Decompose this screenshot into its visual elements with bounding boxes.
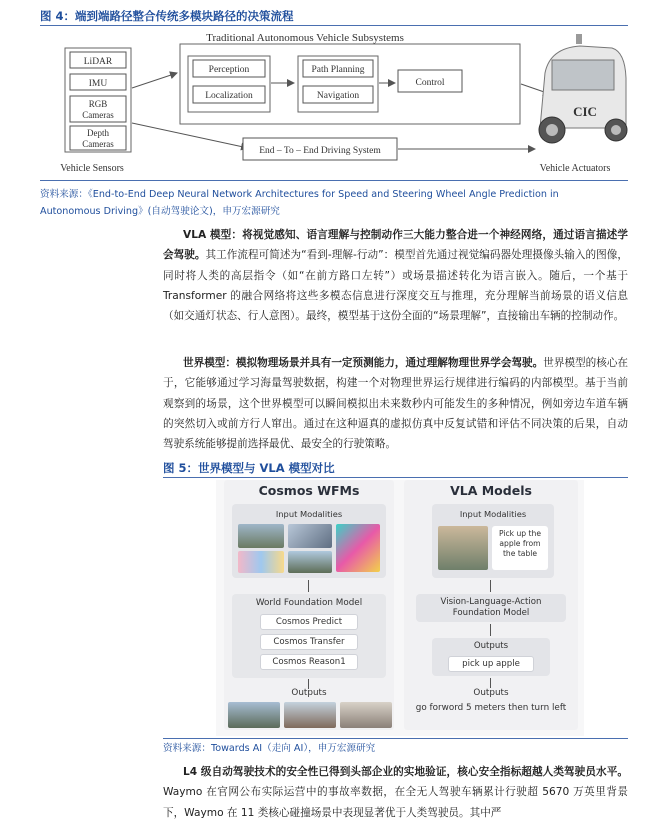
car-label: CIC	[573, 104, 597, 119]
figure5-source: 资料来源：Towards AI（走向 AI），申万宏源研究	[163, 743, 376, 754]
figure5-image	[216, 480, 584, 736]
vla-model-card	[416, 594, 566, 622]
figure4-bottom-rule	[40, 180, 628, 181]
vla-input-label: Input Modalities	[459, 509, 527, 519]
paragraph-vla-lead: VLA 模型：将视觉感知、语言理解与控制动作三大能力整合进一个神经网络，通过语言描述学会驾驶。	[163, 229, 628, 262]
vla-model-label: Vision-Language-Action Foundation Model	[440, 597, 542, 618]
cosmos-output-photo-3	[340, 702, 392, 728]
path-planning-label: Path Planning	[311, 65, 365, 75]
sensor-lidar: LiDAR	[83, 57, 113, 67]
control-label: Control	[415, 78, 445, 88]
vla-arrow-2	[490, 624, 491, 636]
cosmos-input-segmap	[336, 524, 380, 572]
cosmos-input-label: Input Modalities	[275, 509, 343, 519]
figure4-title: 图 4：端到端路径整合传统多模块路径的决策流程	[40, 9, 294, 23]
paragraph-world-body: 世界模型的核心在于，它能够通过学习海量驾驶数据，构建一个对物理世界运行规律进行编码的内部模型。基于当前观察到的场景，这个世界模型可以瞬间模拟出未来数秒内可能发生的多种情况，例如旁边车道车辆的突然切入或前方行人窜出。通过在这种逼真的虚拟仿真中反复试错和评估不同决策的后果，自动驾驶系统能够提前选择最优、最安全的行驶策略。	[163, 357, 629, 451]
sensors-label: Vehicle Sensors	[60, 163, 124, 174]
vla-panel	[404, 480, 578, 730]
cosmos-input-card	[232, 504, 386, 578]
cosmos-transfer: Cosmos Transfer	[260, 634, 358, 650]
cosmos-output-photo-2	[284, 702, 336, 728]
paragraph-vla-body: 其工作流程可简述为“看到-理解-行动”：模型首先通过视觉编码器处理摄像头输入的图像，同时将人类的高层指令（如“在前方路口左转”）或场景描述转化为语言嵌入。随后，一个基于 Transformer 的融合网络将这些多模态信息进行深度交互与推理，充分理解当前场景的语义信息（如交通灯状态、行人意图）。最终，模型基于这份全面的“场景理解”，直接输出车辆的控制动作。	[163, 249, 629, 323]
figure4-diagram	[40, 28, 628, 178]
cosmos-model-card	[232, 594, 386, 678]
cosmos-arrow-1	[308, 580, 309, 592]
cosmos-title: Cosmos WFMs	[258, 483, 360, 498]
cosmos-input-photo-scene	[288, 551, 332, 573]
cosmos-input-photo-street	[288, 524, 332, 548]
figure4-source-line1: 资料来源：《End-to-End Deep Neural Network Architectures for Speed and Steering Wheel Angle Prediction in	[40, 189, 559, 200]
localization-label: Localization	[205, 91, 253, 101]
e2e-label: End – To – End Driving System	[259, 146, 381, 156]
vla-output-text: go forword 5 meters then turn left	[415, 703, 567, 713]
vla-input-text: Pick up the apple from the table	[492, 526, 548, 570]
navigation-label: Navigation	[316, 91, 360, 101]
sensor-depth-l1: Depth	[87, 128, 109, 138]
figure4-source	[40, 186, 630, 220]
actuators-label: Vehicle Actuators	[539, 163, 611, 174]
sensor-imu: IMU	[88, 79, 108, 89]
paragraph-vla	[163, 225, 628, 326]
figure5-title-rule	[163, 477, 628, 478]
cosmos-reason1: Cosmos Reason1	[260, 654, 358, 670]
cosmos-model-label: World Foundation Model	[255, 598, 363, 608]
figure4-source-line2: Autonomous Driving》(自动驾驶论文)，申万宏源研究	[40, 206, 280, 217]
sensor-rgb-l2: Cameras	[82, 110, 114, 120]
vla-input-photo-room	[438, 526, 488, 570]
paragraph-l4	[163, 762, 628, 823]
paragraph-l4-lead: L4 级自动驾驶技术的安全性已得到头部企业的实地验证，核心安全指标超越人类驾驶员水平。	[183, 766, 628, 778]
sensor-rgb-l1: RGB	[88, 99, 108, 109]
cosmos-outputs-label: Outputs	[291, 688, 327, 698]
figure5-title: 图 5：世界模型与 VLA 模型对比	[163, 461, 335, 475]
cosmos-panel	[224, 480, 394, 730]
vla-outputs-card	[432, 638, 550, 676]
vla-title: VLA Models	[450, 483, 532, 498]
perception-label: Perception	[208, 65, 250, 75]
vla-arrow-1	[490, 580, 491, 592]
cosmos-input-photo-road	[238, 524, 284, 548]
figure5-bottom-rule	[163, 738, 628, 739]
vla-output-pill: pick up apple	[448, 656, 534, 672]
vla-input-card	[432, 504, 554, 578]
vla-arrow-3	[490, 678, 491, 688]
figure4-title-rule	[40, 25, 628, 26]
vehicle-illustration	[539, 34, 627, 143]
paragraph-world	[163, 353, 628, 454]
paragraph-world-lead: 世界模型：模拟物理场景并具有一定预测能力，通过理解物理世界学会驾驶。	[183, 357, 544, 369]
diagram-heading: Traditional Autonomous Vehicle Subsystems	[206, 32, 404, 44]
vla-outputs2-label: Outputs	[473, 688, 509, 698]
cosmos-input-chart	[238, 551, 284, 573]
sensor-depth-l2: Cameras	[82, 139, 114, 149]
paragraph-l4-body: Waymo 在官网公布实际运营中的事故率数据，在全无人驾驶车辆累计行驶超 5670 万英里背景下，Waymo 在 11 类核心碰撞场景中表现显著优于人类驾驶员。其中严	[163, 786, 628, 819]
cosmos-output-photo-1	[228, 702, 280, 728]
vla-outputs-label: Outputs	[473, 641, 509, 651]
cosmos-predict: Cosmos Predict	[260, 614, 358, 630]
